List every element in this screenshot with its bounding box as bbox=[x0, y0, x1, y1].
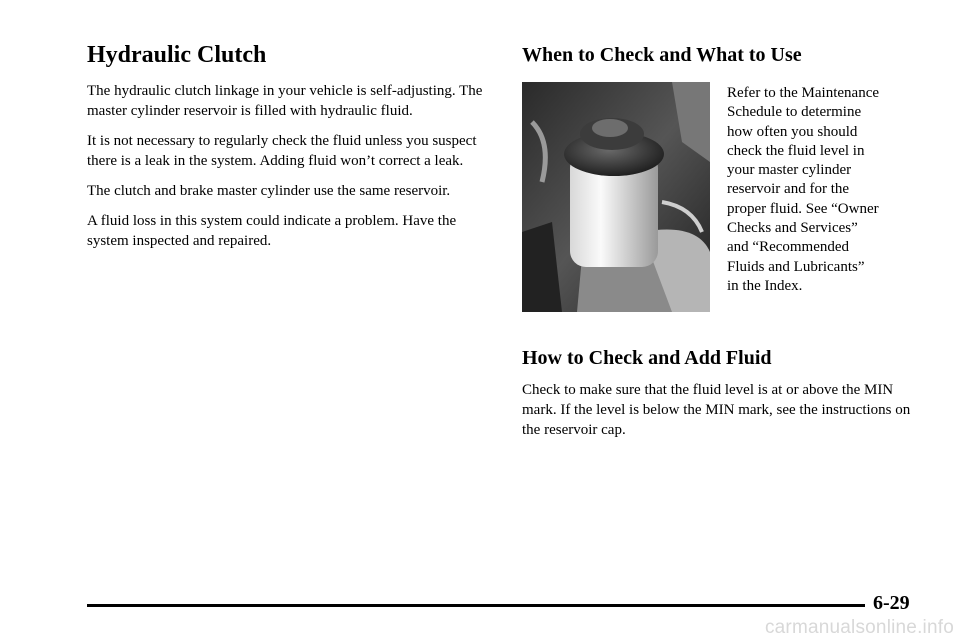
page-number: 6-29 bbox=[873, 592, 910, 614]
paragraph-fluid-loss: A fluid loss in this system could indicate a problem. Have the system inspected and repaired. bbox=[87, 213, 457, 249]
watermark: carmanualsonline.info bbox=[764, 617, 954, 638]
paragraph-check-fluid: It is not necessary to regularly check the fluid unless you suspect there is a leak in the system. Adding fluid won’t correct a leak. bbox=[87, 133, 477, 169]
how-to-check-section bbox=[522, 345, 927, 450]
left-column bbox=[87, 40, 492, 261]
reservoir-photo-illustration bbox=[522, 82, 710, 312]
reservoir-photo bbox=[522, 82, 710, 312]
paragraph-linkage: The hydraulic clutch linkage in your vehicle is self‑adjusting. The master cylinder reservoir is filled with hydraulic fluid. bbox=[87, 83, 483, 119]
heading-how-to-check: How to Check and Add Fluid bbox=[522, 347, 772, 369]
photo-row bbox=[522, 82, 927, 322]
paragraph-shared-reservoir: The clutch and brake master cylinder use the same reservoir. bbox=[87, 183, 451, 199]
when-to-check-text: Refer to the Maintenance Schedule to determine how often you should check the fluid level in your master cylinder reservoir and for the proper fluid. See “Owner Checks and Services” and “Recommended Fluids and Lubricants” in the Index. bbox=[727, 85, 880, 294]
footer-rule bbox=[87, 604, 865, 607]
section-title-hydraulic-clutch: Hydraulic Clutch bbox=[87, 42, 267, 68]
right-column bbox=[522, 42, 927, 438]
heading-when-to-check: When to Check and What to Use bbox=[522, 44, 802, 66]
how-to-check-text: Check to make sure that the fluid level is at or above the MIN mark. If the level is below the MIN mark, see the instructions on the reservoir cap. bbox=[522, 382, 911, 438]
